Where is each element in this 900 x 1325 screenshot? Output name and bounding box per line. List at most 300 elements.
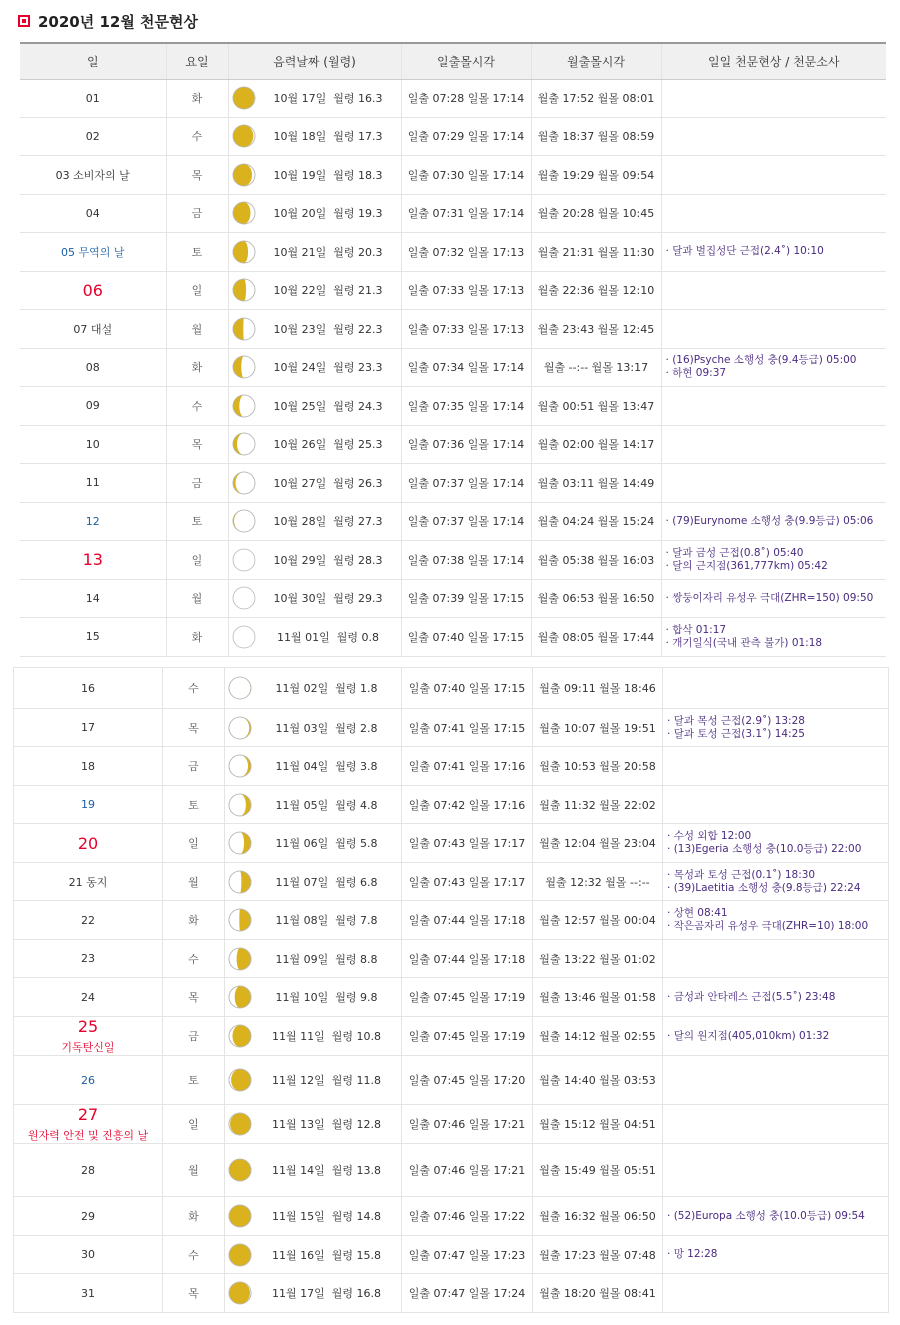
lunar-wrap [228, 1112, 401, 1136]
events-cell [663, 901, 889, 940]
table-row [20, 79, 886, 117]
events-cell [663, 709, 889, 747]
page-header [18, 10, 198, 32]
weekday-cell: 일 [166, 540, 228, 579]
lunar-wrap [232, 163, 401, 187]
lunar-wrap [232, 548, 401, 572]
lunar-date: 10월 30일 월령 29.3 [273, 592, 383, 605]
lunar-date: 11월 04일 월령 3.8 [275, 760, 378, 773]
lunar-wrap [232, 355, 401, 379]
lunar-cell [228, 425, 401, 463]
event-item: · 작은곰자리 유성우 극대(ZHR=10) 18:00 [667, 920, 888, 933]
day-number: 06 [82, 280, 103, 300]
day-number: 05 [60, 245, 75, 259]
weekday-cell: 토 [166, 502, 228, 540]
events-cell [663, 1144, 889, 1197]
lunar-date: 11월 15일 월령 14.8 [272, 1210, 381, 1223]
table-row [14, 978, 889, 1017]
moon-phase-icon [228, 908, 252, 932]
weekday-cell: 수 [166, 386, 228, 425]
weekday-cell: 화 [163, 1197, 225, 1236]
holiday-label: 기독탄신일 [61, 1041, 115, 1054]
day-cell [20, 79, 166, 117]
event-item: · 합삭 01:17 [666, 624, 887, 637]
event-item: · 수성 외합 12:00 [667, 830, 888, 843]
day-number: 15 [85, 630, 100, 643]
weekday-cell: 목 [163, 1274, 225, 1313]
sun-times: 일출 07:44 일몰 17:18 [402, 940, 533, 978]
weekday-cell: 일 [163, 1105, 225, 1144]
event-item: · 달과 목성 근접(2.9˚) 13:28 [667, 715, 888, 728]
day-cell [20, 117, 166, 155]
table-row [20, 502, 886, 540]
table-row [14, 863, 889, 901]
day-cell [20, 155, 166, 194]
sun-times: 일출 07:33 일몰 17:13 [401, 309, 531, 348]
event-item: · (52)Europa 소행성 충(10.0등급) 09:54 [667, 1210, 888, 1223]
day-number: 14 [85, 591, 100, 605]
lunar-date: 10월 29일 월령 28.3 [273, 553, 383, 567]
day-number: 19 [81, 798, 95, 811]
sun-times: 일출 07:29 일몰 17:14 [401, 117, 531, 155]
lunar-date: 10월 18일 월령 17.3 [273, 130, 383, 143]
day-cell [14, 1274, 163, 1313]
moon-times: 월출 06:53 월몰 16:50 [531, 579, 661, 617]
holiday-label: 소비자의 날 [73, 168, 130, 182]
sun-times: 일출 07:41 일몰 17:15 [402, 709, 533, 747]
events-cell [663, 940, 889, 978]
moon-times: 월출 11:32 월몰 22:02 [533, 786, 663, 824]
lunar-cell [225, 1105, 402, 1144]
lunar-wrap [228, 716, 401, 740]
lunar-wrap [232, 432, 401, 456]
day-cell [14, 786, 163, 824]
day-number: 11 [85, 476, 100, 489]
day-number: 07 [73, 322, 88, 336]
table-row [14, 940, 889, 978]
weekday-cell: 금 [163, 1017, 225, 1056]
moon-phase-icon [232, 548, 256, 572]
weekday-cell: 수 [163, 940, 225, 978]
lunar-date: 10월 17일 월령 16.3 [273, 92, 383, 105]
sun-times: 일출 07:32 일몰 17:13 [401, 232, 531, 271]
lunar-date: 11월 09일 월령 8.8 [275, 952, 378, 966]
event-item: · 달의 원지점(405,010km) 01:32 [667, 1030, 888, 1043]
weekday-cell: 화 [166, 348, 228, 386]
table-row [14, 1017, 889, 1056]
table-row [20, 540, 886, 579]
lunar-cell [228, 117, 401, 155]
lunar-cell [228, 348, 401, 386]
moon-times: 월출 18:20 월몰 08:41 [533, 1274, 663, 1313]
moon-phase-icon [232, 163, 256, 187]
weekday-cell: 월 [166, 309, 228, 348]
moon-times: 월출 16:32 월몰 06:50 [533, 1197, 663, 1236]
lunar-cell [228, 79, 401, 117]
holiday-label: 무역의 날 [78, 245, 125, 259]
lunar-date: 10월 22일 월령 21.3 [273, 284, 383, 297]
day-cell [14, 1017, 163, 1056]
events-cell [661, 617, 886, 656]
events-cell [661, 117, 886, 155]
table-row [20, 155, 886, 194]
lunar-date: 10월 20일 월령 19.3 [273, 207, 383, 220]
lunar-date: 11월 03일 월령 2.8 [275, 721, 378, 735]
day-cell [20, 194, 166, 232]
lunar-date: 11월 10일 월령 9.8 [275, 991, 378, 1004]
lunar-date: 11월 13일 월령 12.8 [272, 1118, 381, 1131]
moon-phase-icon [228, 1204, 252, 1228]
day-cell [14, 1236, 163, 1274]
weekday-cell: 화 [166, 617, 228, 656]
day-cell [14, 668, 163, 709]
weekday-cell: 금 [166, 463, 228, 502]
moon-phase-icon [228, 1281, 252, 1305]
moon-phase-icon [228, 870, 252, 894]
sun-times: 일출 07:43 일몰 17:17 [402, 863, 533, 901]
event-item: · 하현 09:37 [666, 367, 887, 380]
table-row [14, 1236, 889, 1274]
moon-times: 월출 12:04 월몰 23:04 [533, 824, 663, 863]
lunar-cell [225, 1236, 402, 1274]
day-number: 16 [81, 681, 95, 695]
event-item: · 망 12:28 [667, 1248, 888, 1261]
day-number: 31 [81, 1286, 95, 1300]
table-row [14, 1056, 889, 1105]
moon-times: 월출 08:05 월몰 17:44 [531, 617, 661, 656]
moon-phase-icon [232, 586, 256, 610]
moon-times: 월출 --:-- 월몰 13:17 [531, 348, 661, 386]
lunar-date: 11월 16일 월령 15.8 [272, 1248, 381, 1262]
day-cell [20, 309, 166, 348]
lunar-cell [225, 668, 402, 709]
header-events: 일일 천문현상 / 천문소사 [661, 43, 886, 79]
events-cell [661, 579, 886, 617]
lunar-cell [225, 863, 402, 901]
events-cell [661, 348, 886, 386]
moon-times: 월출 09:11 월몰 18:46 [533, 668, 663, 709]
sun-times: 일출 07:31 일몰 17:14 [401, 194, 531, 232]
lunar-wrap [228, 1281, 401, 1305]
table-row [20, 271, 886, 309]
day-cell [14, 1144, 163, 1197]
moon-times: 월출 14:40 월몰 03:53 [533, 1056, 663, 1105]
lunar-wrap [232, 201, 401, 225]
weekday-cell: 일 [166, 271, 228, 309]
table-row [14, 1105, 889, 1144]
table-row [20, 194, 886, 232]
weekday-cell: 월 [163, 1144, 225, 1197]
lunar-cell [225, 1197, 402, 1236]
moon-phase-icon [228, 1112, 252, 1136]
lunar-wrap [232, 471, 401, 495]
table-row [20, 309, 886, 348]
events-cell [663, 786, 889, 824]
day-cell [14, 863, 163, 901]
moon-times: 월출 14:12 월몰 02:55 [533, 1017, 663, 1056]
moon-phase-icon [228, 985, 252, 1009]
events-cell [661, 502, 886, 540]
day-number: 24 [81, 990, 95, 1004]
day-cell [20, 348, 166, 386]
moon-times: 월출 22:36 월몰 12:10 [531, 271, 661, 309]
table-row [20, 579, 886, 617]
table-row [14, 1144, 889, 1197]
events-cell [663, 824, 889, 863]
lunar-date: 11월 12일 월령 11.8 [272, 1074, 381, 1087]
table-row [14, 747, 889, 786]
weekday-cell: 목 [166, 425, 228, 463]
lunar-wrap [228, 676, 401, 700]
lunar-date: 11월 07일 월령 6.8 [275, 875, 378, 889]
events-cell [663, 863, 889, 901]
moon-times: 월출 05:38 월몰 16:03 [531, 540, 661, 579]
sun-times: 일출 07:35 일몰 17:14 [401, 386, 531, 425]
lunar-date: 10월 26일 월령 25.3 [273, 438, 383, 451]
day-number: 09 [85, 399, 100, 412]
moon-times: 월출 21:31 월몰 11:30 [531, 232, 661, 271]
day-number: 18 [81, 759, 95, 773]
table-row [14, 786, 889, 824]
day-cell [20, 579, 166, 617]
day-cell [20, 463, 166, 502]
moon-times: 월출 13:22 월몰 01:02 [533, 940, 663, 978]
lunar-cell [228, 540, 401, 579]
lunar-wrap [232, 586, 401, 610]
table-row [20, 232, 886, 271]
lunar-date: 11월 17일 월령 16.8 [272, 1287, 381, 1300]
lunar-cell [228, 386, 401, 425]
weekday-cell: 월 [163, 863, 225, 901]
lunar-cell [225, 1274, 402, 1313]
moon-times: 월출 04:24 월몰 15:24 [531, 502, 661, 540]
lunar-cell [225, 901, 402, 940]
day-cell [20, 271, 166, 309]
lunar-wrap [228, 754, 401, 778]
sun-times: 일출 07:46 일몰 17:22 [402, 1197, 533, 1236]
moon-phase-icon [232, 124, 256, 148]
lunar-date: 11월 14일 월령 13.8 [272, 1164, 381, 1177]
bullet-square-icon [18, 15, 30, 27]
moon-phase-icon [228, 831, 252, 855]
day-number: 25 [77, 1017, 99, 1036]
events-cell [661, 79, 886, 117]
table-row [20, 425, 886, 463]
table-row [20, 117, 886, 155]
weekday-cell: 목 [163, 978, 225, 1017]
moon-times: 월출 17:23 월몰 07:48 [533, 1236, 663, 1274]
event-item: · 달의 근지점(361,777km) 05:42 [666, 560, 887, 573]
lunar-wrap [228, 947, 401, 971]
sun-times: 일출 07:42 일몰 17:16 [402, 786, 533, 824]
sun-times: 일출 07:33 일몰 17:13 [401, 271, 531, 309]
lunar-date: 10월 27일 월령 26.3 [273, 476, 383, 490]
page-title: 2020년 12월 천문현상 [38, 12, 199, 31]
event-item: · (16)Psyche 소행성 충(9.4등급) 05:00 [666, 354, 887, 367]
lunar-wrap [232, 509, 401, 533]
sun-times: 일출 07:47 일몰 17:23 [402, 1236, 533, 1274]
day-cell [14, 709, 163, 747]
lunar-date: 10월 19일 월령 18.3 [273, 168, 383, 182]
weekday-cell: 수 [166, 117, 228, 155]
moon-times: 월출 17:52 월몰 08:01 [531, 79, 661, 117]
lunar-cell [225, 978, 402, 1017]
day-cell [14, 824, 163, 863]
weekday-cell: 목 [163, 709, 225, 747]
day-number: 30 [81, 1248, 95, 1261]
event-item: · (13)Egeria 소행성 충(10.0등급) 22:00 [667, 843, 888, 856]
day-number: 20 [77, 833, 99, 853]
moon-times: 월출 12:57 월몰 00:04 [533, 901, 663, 940]
lunar-wrap [232, 317, 401, 341]
event-item: · 상현 08:41 [667, 907, 888, 920]
table-row [14, 901, 889, 940]
sun-times: 일출 07:37 일몰 17:14 [401, 463, 531, 502]
header-day: 일 [20, 43, 166, 79]
moon-phase-icon [228, 947, 252, 971]
lunar-date: 11월 02일 월령 1.8 [275, 682, 378, 695]
sun-times: 일출 07:34 일몰 17:14 [401, 348, 531, 386]
day-cell [14, 747, 163, 786]
day-cell [20, 617, 166, 656]
event-item: · 달과 금성 근접(0.8˚) 05:40 [666, 547, 887, 560]
lunar-date: 10월 24일 월령 23.3 [273, 361, 383, 374]
weekday-cell: 목 [166, 155, 228, 194]
moon-phase-icon [228, 676, 252, 700]
lunar-cell [225, 709, 402, 747]
day-cell [14, 901, 163, 940]
table-header-row [20, 43, 886, 79]
moon-phase-icon [232, 86, 256, 110]
lunar-cell [228, 617, 401, 656]
header-weekday: 요일 [166, 43, 228, 79]
events-cell [663, 1197, 889, 1236]
lunar-cell [225, 1056, 402, 1105]
moon-phase-icon [232, 317, 256, 341]
events-cell [661, 271, 886, 309]
events-cell [663, 1105, 889, 1144]
moon-phase-icon [232, 394, 256, 418]
lunar-cell [225, 747, 402, 786]
lunar-cell [225, 1144, 402, 1197]
events-cell [661, 425, 886, 463]
weekday-cell: 수 [163, 668, 225, 709]
lunar-date: 11월 11일 월령 10.8 [272, 1030, 381, 1043]
day-cell [14, 1056, 163, 1105]
lunar-wrap [228, 985, 401, 1009]
sun-times: 일출 07:37 일몰 17:14 [401, 502, 531, 540]
lunar-wrap [232, 394, 401, 418]
lunar-cell [228, 579, 401, 617]
day-number: 12 [85, 514, 100, 528]
lunar-cell [228, 463, 401, 502]
weekday-cell: 화 [166, 79, 228, 117]
lunar-wrap [232, 124, 401, 148]
moon-phase-icon [228, 716, 252, 740]
lunar-wrap [232, 240, 401, 264]
event-item: · (39)Laetitia 소행성 충(9.8등급) 22:24 [667, 882, 888, 895]
moon-phase-icon [228, 1243, 252, 1267]
weekday-cell: 토 [163, 786, 225, 824]
moon-phase-icon [228, 754, 252, 778]
header-moon: 월출몰시각 [531, 43, 661, 79]
day-cell [20, 502, 166, 540]
moon-times: 월출 15:12 월몰 04:51 [533, 1105, 663, 1144]
lunar-wrap [228, 908, 401, 932]
event-item: · 달과 토성 근접(3.1˚) 14:25 [667, 728, 888, 741]
sun-times: 일출 07:46 일몰 17:21 [402, 1105, 533, 1144]
sun-times: 일출 07:45 일몰 17:19 [402, 978, 533, 1017]
day-number: 02 [85, 129, 100, 143]
lunar-wrap [228, 1024, 401, 1048]
moon-times: 월출 03:11 월몰 14:49 [531, 463, 661, 502]
lunar-wrap [232, 278, 401, 302]
header-lunar: 음력날짜 (월령) [228, 43, 401, 79]
lunar-cell [225, 940, 402, 978]
sun-times: 일출 07:30 일몰 17:14 [401, 155, 531, 194]
day-cell [20, 425, 166, 463]
moon-times: 월출 02:00 월몰 14:17 [531, 425, 661, 463]
events-cell [663, 978, 889, 1017]
calendar-table-part1 [20, 42, 886, 657]
day-number: 08 [85, 360, 100, 374]
day-cell [14, 1197, 163, 1236]
lunar-cell [225, 1017, 402, 1056]
events-cell [663, 668, 889, 709]
moon-times: 월출 20:28 월몰 10:45 [531, 194, 661, 232]
day-number: 23 [81, 952, 95, 965]
sun-times: 일출 07:47 일몰 17:24 [402, 1274, 533, 1313]
day-number: 21 [68, 875, 83, 889]
moon-phase-icon [232, 240, 256, 264]
day-number: 22 [81, 913, 95, 927]
day-number: 26 [81, 1073, 95, 1087]
lunar-date: 10월 23일 월령 22.3 [273, 322, 383, 336]
sun-times: 일출 07:43 일몰 17:17 [402, 824, 533, 863]
sun-times: 일출 07:41 일몰 17:16 [402, 747, 533, 786]
day-cell [14, 940, 163, 978]
lunar-date: 11월 01일 월령 0.8 [277, 630, 379, 644]
day-number: 04 [85, 206, 100, 220]
lunar-cell [228, 194, 401, 232]
lunar-wrap [228, 831, 401, 855]
events-cell [663, 747, 889, 786]
table-row [14, 1274, 889, 1313]
moon-times: 월출 12:32 월몰 --:-- [533, 863, 663, 901]
lunar-cell [228, 271, 401, 309]
moon-phase-icon [232, 471, 256, 495]
table-break [13, 660, 893, 667]
lunar-wrap [228, 870, 401, 894]
table-row [20, 386, 886, 425]
moon-phase-icon [228, 1024, 252, 1048]
event-item: · 개기일식(국내 관측 불가) 01:18 [666, 637, 887, 650]
sun-times: 일출 07:44 일몰 17:18 [402, 901, 533, 940]
moon-phase-icon [228, 1068, 252, 1092]
holiday-label: 대설 [90, 322, 113, 336]
day-number: 03 [55, 168, 70, 182]
event-item: · 달과 벌집성단 근접(2.4˚) 10:10 [666, 245, 887, 258]
weekday-cell: 일 [163, 824, 225, 863]
event-item: · 목성과 토성 근접(0.1˚) 18:30 [667, 869, 888, 882]
sun-times: 일출 07:45 일몰 17:19 [402, 1017, 533, 1056]
calendar-table-part2 [13, 667, 889, 1313]
lunar-cell [228, 155, 401, 194]
moon-times: 월출 10:53 월몰 20:58 [533, 747, 663, 786]
day-number: 01 [85, 91, 100, 105]
moon-phase-icon [232, 201, 256, 225]
weekday-cell: 토 [163, 1056, 225, 1105]
